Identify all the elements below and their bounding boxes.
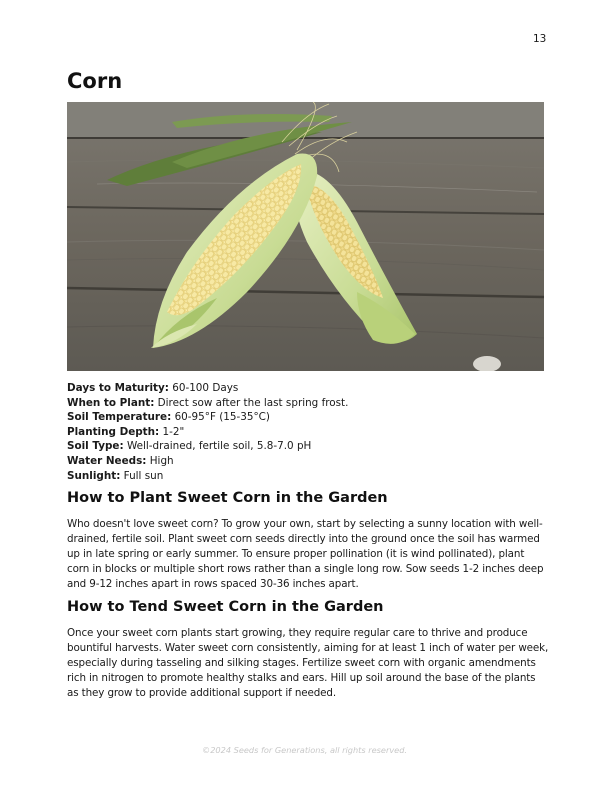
paragraph-line: drained, fertile soil. Plant sweet corn seeds directly into the ground once the soil has warmed	[67, 533, 540, 546]
fact-value: 60-95°F (15-35°C)	[171, 411, 270, 424]
page-number: 13	[533, 33, 547, 45]
fact-label: Water Needs:	[67, 454, 147, 467]
fact-water-needs	[67, 454, 547, 469]
fact-label: Days to Maturity:	[67, 382, 169, 394]
fact-soil-temperature	[67, 410, 547, 425]
section-heading-how-to-tend: How to Tend Sweet Corn in the Garden	[67, 599, 384, 615]
fact-value: Direct sow after the last spring frost.	[154, 396, 349, 409]
plant-facts	[67, 381, 547, 483]
fact-value: 60-100 Days	[168, 382, 239, 394]
paragraph-line: rich in nitrogen to promote healthy stalks and ears. Hill up soil around the base of the plants	[67, 672, 536, 685]
section-heading-how-to-plant: How to Plant Sweet Corn in the Garden	[67, 490, 388, 506]
paragraph-line: Once your sweet corn plants start growing, they require regular care to thrive and produce	[67, 627, 528, 639]
paragraph-line: and 9-12 inches apart in rows spaced 30-36 inches apart.	[67, 578, 359, 591]
paragraph-line: corn in blocks or multiple short rows rather than a single long row. Sow seeds 1-2 inches deep	[67, 563, 544, 576]
page-title: Corn	[67, 69, 123, 93]
fact-planting-depth	[67, 425, 547, 440]
paragraph-line: Who doesn't love sweet corn? To grow your own, start by selecting a sunny location with well-	[67, 518, 543, 530]
fact-soil-type	[67, 439, 547, 454]
fact-value: 1-2"	[159, 425, 185, 438]
paragraph-line: especially during tasseling and silking stages. Fertilize sweet corn with organic amendments	[67, 657, 536, 670]
paragraph-line: bountiful harvests. Water sweet corn consistently, aiming for at least 1 inch of water per week,	[67, 642, 549, 655]
fact-label: Soil Temperature:	[67, 411, 172, 424]
fact-when-to-plant	[67, 396, 547, 411]
fact-label: Planting Depth:	[67, 425, 160, 438]
fact-label: When to Plant:	[67, 396, 155, 409]
fact-label: Soil Type:	[67, 440, 124, 453]
fact-value: Full sun	[120, 469, 164, 482]
paragraph-line: as they grow to provide additional support if needed.	[67, 687, 337, 700]
fact-value: High	[146, 454, 174, 467]
paragraph-line: up in late spring or early summer. To ensure proper pollination (it is wind pollinated), plant	[67, 548, 525, 561]
fact-days-to-maturity	[67, 381, 547, 396]
copyright-footer: ©2024 Seeds for Generations, all rights reserved.	[202, 745, 407, 755]
fact-label: Sunlight:	[67, 469, 121, 482]
fact-value: Well-drained, fertile soil, 5.8-7.0 pH	[123, 440, 312, 453]
section-paragraph-how-to-tend	[67, 626, 552, 701]
corn-photo	[67, 102, 544, 371]
section-paragraph-how-to-plant	[67, 517, 552, 592]
fact-sunlight	[67, 469, 547, 484]
